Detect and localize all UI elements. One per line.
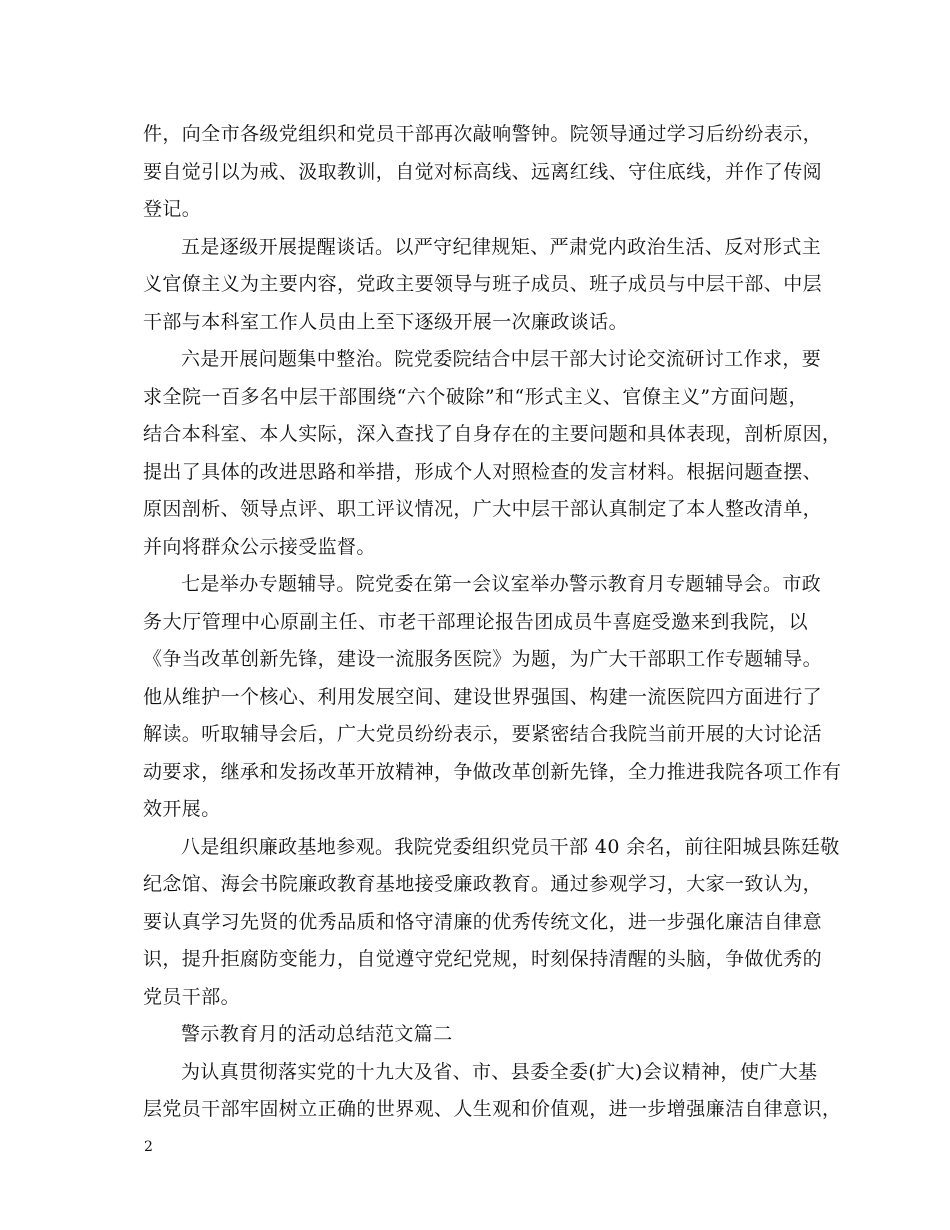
- text-line: 要认真学习先贤的优秀品质和恪守清廉的优秀传统文化，进一步强化廉洁自律意: [143, 910, 823, 933]
- text-line: 识，提升拒腐防变能力，自觉遵守党纪党规，时刻保持清醒的头脑，争做优秀的: [143, 948, 823, 970]
- paragraph-first-line: 五是逐级开展提醒谈话。以严守纪律规矩、严肃党内政治生活、反对形式主: [181, 235, 822, 258]
- text-line: 干部与本科室工作人员由上至下逐级开展一次廉政谈话。: [143, 310, 629, 333]
- text-line: 务大厅管理中心原副主任、市老干部理论报告团成员牛喜庭受邀来到我院，以: [143, 610, 808, 633]
- text-line: 解读。听取辅导会后，广大党员纷纷表示，要紧密结合我院当前开展的大讨论活: [143, 723, 823, 745]
- paragraph-first-line: 为认真贯彻落实党的十九大及省、市、县委全委(扩大)会议精神，使广大基: [181, 1060, 818, 1083]
- text-line: 要自觉引以为戒、汲取教训，自觉对标高线、远离红线、守住底线，并作了传阅: [143, 160, 823, 183]
- paragraph-first-line: 六是开展问题集中整治。院党委院结合中层干部大讨论交流研讨工作求，要: [181, 348, 822, 370]
- paragraph-first-line: 七是举办专题辅导。院党委在第一会议室举办警示教育月专题辅导会。市政: [181, 573, 822, 595]
- text-line: 《争当改革创新先锋，建设一流服务医院》为题，为广大干部职工作专题辅导。: [143, 648, 823, 670]
- text-line: 结合本科室、本人实际，深入查找了自身存在的主要问题和具体表现，剖析原因，: [143, 423, 842, 445]
- text-line: 并向将群众公示接受监督。: [143, 535, 376, 558]
- document-body: [143, 116, 842, 1129]
- text-line: 义官僚主义为主要内容，党政主要领导与班子成员、班子成员与中层干部、中层: [143, 273, 823, 295]
- paragraph-first-line: 八是组织廉政基地参观。我院党委组织党员干部 40 余名，前往阳城县陈廷敬: [181, 835, 840, 858]
- section-heading: 警示教育月的活动总结范文篇二: [181, 1023, 453, 1045]
- text-line: 求全院一百多名中层干部围绕“六个破除”和“形式主义、官僚主义”方面问题，: [143, 385, 808, 408]
- text-line: 件，向全市各级党组织和党员干部再次敲响警钟。院领导通过学习后纷纷表示，: [143, 123, 823, 145]
- text-line: 党员干部。: [143, 985, 241, 1008]
- text-line: 原因剖析、领导点评、职工评议情况，广大中层干部认真制定了本人整改清单，: [143, 498, 823, 520]
- text-line: 登记。: [143, 198, 202, 220]
- text-line: 层党员干部牢固树立正确的世界观、人生观和价值观，进一步增强廉洁自律意识，: [143, 1098, 842, 1120]
- text-line: 提出了具体的改进思路和举措，形成个人对照检查的发言材料。根据问题查摆、: [143, 460, 823, 483]
- text-line: 他从维护一个核心、利用发展空间、建设世界强国、构建一流医院四方面进行了: [143, 685, 823, 708]
- text-line: 纪念馆、海会书院廉政教育基地接受廉政教育。通过参观学习，大家一致认为，: [143, 873, 823, 895]
- text-line: 效开展。: [143, 798, 221, 820]
- page-number: 2: [144, 1139, 153, 1155]
- text-line: 动要求，继承和发扬改革开放精神，争做改革创新先锋，全力推进我院各项工作有: [143, 760, 842, 783]
